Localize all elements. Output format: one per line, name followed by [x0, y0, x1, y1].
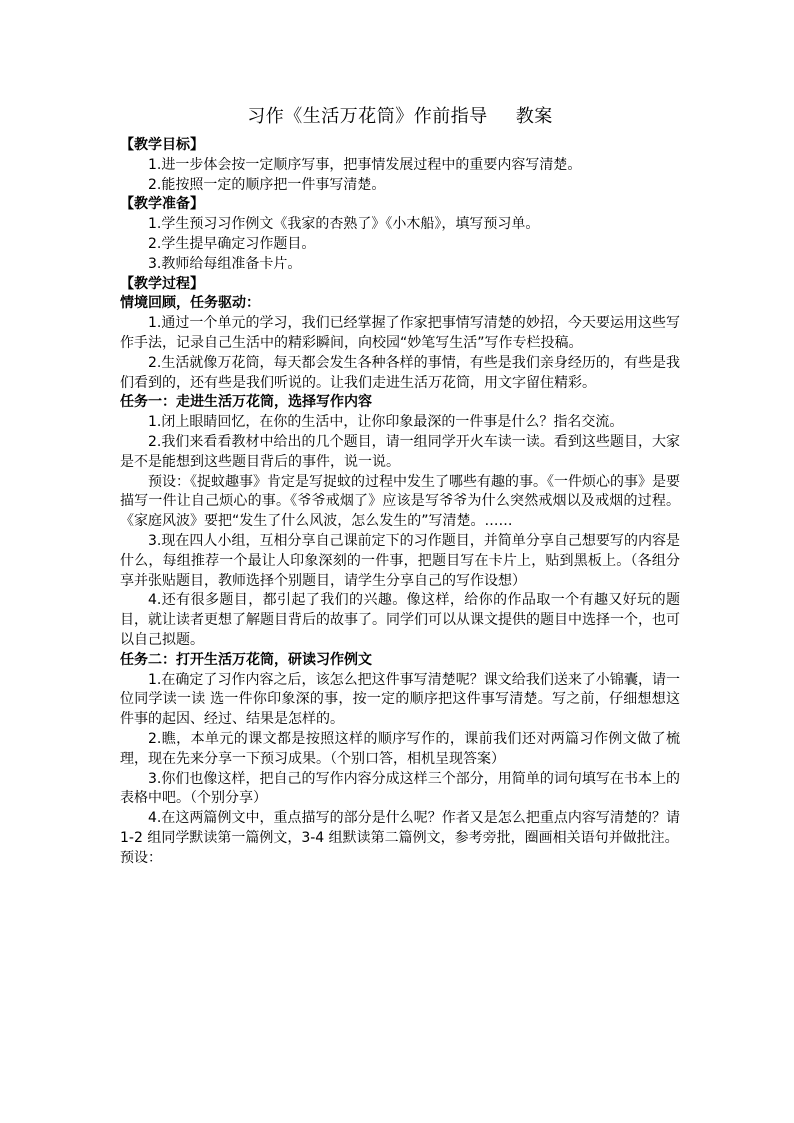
heading-context-review: 情境回顾，任务驱动： [120, 295, 260, 312]
paragraph-preset: 预设： [120, 849, 162, 866]
paragraph: 2.瞧，本单元的课文都是按照这样的顺序写作的，课前我们还对两篇习作例文做了梳理，现在先来分享一下预习成果。（个别口答，相机呈现答案） [120, 730, 680, 767]
paragraph: 1.闭上眼睛回忆，在你的生活中，让你印象最深的一件事是什么？指名交流。 [148, 414, 624, 431]
paragraph: 1.进一步体会按一定顺序写事，把事情发展过程中的重要内容写清楚。 [148, 156, 582, 173]
paragraph: 1.学生预习习作例文《我家的杏熟了》《小木船》，填写预习单。 [148, 216, 540, 233]
paragraph: 3.现在四人小组，互相分享自己课前定下的习作题目，并简单分享自己想要写的内容是什么，每组推荐一个最让人印象深刻的一件事，把题目写在卡片上，贴到黑板上。（各组分享并张贴题目，教师选择个别题目，请学生分享自己的写作设想） [120, 532, 680, 589]
paragraph: 3.你们也像这样，把自己的写作内容分成这样三个部分，用简单的词句填写在书本上的表格中吧。（个别分享） [120, 770, 680, 807]
heading-preparation: 【教学准备】 [120, 196, 204, 213]
document-title [120, 104, 680, 130]
paragraph: 1.在确定了习作内容之后，该怎么把这件事写清楚呢？课文给我们送来了小锦囊，请一位同学读一读 选一件你印象深的事，按一定的顺序把这件事写清楚。写之前，仔细想想这件事的起因、经过、结果是怎样的。 [120, 671, 680, 728]
document-page [120, 104, 680, 868]
paragraph: 4.在这两篇例文中，重点描写的部分是什么呢？作者又是怎么把重点内容写清楚的？请 1-2 组同学默读第一篇例文，3-4 组默读第二篇例文，参考旁批，圈画相关语句并做批注。 [120, 810, 680, 846]
heading-goals: 【教学目标】 [120, 137, 204, 153]
paragraph: 2.能按照一定的顺序把一件事写清楚。 [148, 176, 386, 193]
paragraph: 1.通过一个单元的学习，我们已经掌握了作家把事情写清楚的妙招，今天要运用这些写作手法，记录自己生活中的精彩瞬间，向校园“妙笔写生活”写作专栏投稿。 [120, 315, 680, 351]
paragraph: 2.我们来看看教材中给出的几个题目，请一组同学开火车读一读。看到这些题目，大家是不是能想到这些题目背后的事件，说一说。 [120, 433, 680, 470]
heading-task-two: 任务二：打开生活万花筒，研读习作例文 [120, 651, 372, 668]
paragraph: 预设：《捉蚊趣事》肯定是写捉蚊的过程中发生了哪些有趣的事。《一件烦心的事》是要描写一件让自己烦心的事。《爷爷戒烟了》应该是写爷爷为什么突然戒烟以及戒烟的过程。《家庭风波》要把“发生了什么风波，怎么发生的”写清楚。…… [120, 473, 680, 530]
title-tail: 教案 [515, 106, 553, 127]
paragraph: 2.学生提早确定习作题目。 [148, 235, 316, 252]
heading-process: 【教学过程】 [120, 275, 204, 292]
paragraph: 3.教师给每组准备卡片。 [148, 255, 302, 272]
title-main: 习作《生活万花筒》作前指导 [247, 106, 488, 127]
heading-task-one: 任务一：走进生活万花筒，选择写作内容 [120, 394, 372, 411]
paragraph: 4.还有很多题目，都引起了我们的兴趣。像这样，给你的作品取一个有趣又好玩的题目，就让读者更想了解题目背后的故事了。同学们可以从课文提供的题目中选择一个，也可以自己拟题。 [120, 592, 680, 648]
paragraph: 2.生活就像万花筒，每天都会发生各种各样的事情，有些是我们亲身经历的，有些是我们看到的，还有些是我们听说的。让我们走进生活万花筒，用文字留住精彩。 [120, 354, 680, 391]
